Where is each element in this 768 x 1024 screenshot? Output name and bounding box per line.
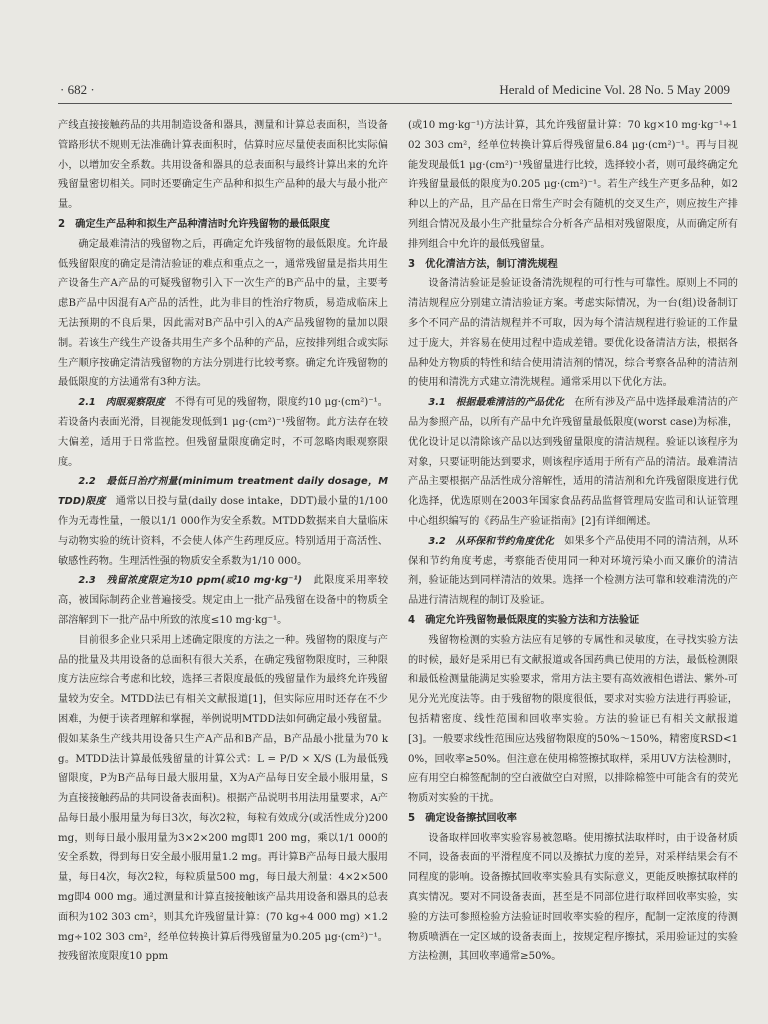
subsection-3-2	[408, 532, 738, 611]
journal-citation: Herald of Medicine Vol. 28 No. 5 May 2009	[499, 82, 730, 97]
subsection-title: 2.3 残留浓度限定为10 ppm(或10 mg·kg⁻¹)	[78, 575, 303, 587]
paragraph: 目前很多企业只采用上述确定限度的方法之一种。残留物的限度与产品的批量及共用设备的总面积有很大关系，在确定残留物限度时，三种限度方法应综合考虑和比较，选择三者限度最低的残留量作为最终允许残留量较为安全。MTDD法已有相关文献报道[1]，但实际应用时还存在不少困难，为便于读者理解和掌握，举例说明MTDD法如何确定最小残留量。假如某条生产线共用设备只生产A产品和B产品，B产品最小批量为70 kg。MTDD法计算最低残留量的计算公式：L = P/D × X/S (L为最低残留限度，P为B产品每日最大服用量，X为A产品每日安全最小服用量，S为直接接触药品的共同设备表面积)。根据产品说明书用法用量要求，A产品每日最小服用量为每日3次，每次2粒，每粒有效成分(或活性成分)200 mg，则每日最小服用量为3×2×200 mg即1 200 mg，乘以1/1 000的安全系数，得到每日安全最小服用量1.2 mg。再计算B产品每日最大服用量，每日4次，每次2粒，每粒质量500 mg，每日最大剂量：4×2×500 mg即4 000 mg。通过测量和计算直接接触该产品共用设备和器具的总表面积为102 303 cm²，则其允许残留量计算：(70 kg÷4 000 mg) ×1.2 mg÷102 303 cm²，经单位转换计算后得残留量为0.205 μg·(cm²)⁻¹。按残留浓度限度10 ppm	[58, 634, 388, 963]
right-column	[408, 116, 738, 967]
page-number: · 682 ·	[60, 82, 95, 97]
subsection-title: 3.1 根据最难清洁的产品优化	[428, 397, 564, 409]
section-heading-2: 2 确定生产品种和拟生产品种清洁时允许残留物的最低限度	[58, 218, 330, 230]
subsection-title: 2.1 肉眼观察限度	[78, 397, 165, 409]
section-heading-5: 5 确定设备擦拭回收率	[408, 812, 517, 824]
paragraph: 残留物检测的实验方法应有足够的专属性和灵敏度，在寻找实验方法的时候，最好是采用已有文献报道或各国药典已使用的方法，最低检测限和最低检测量能满足实验要求，常用方法主要有高效液相色谱法、紫外-可见分光光度法等。由于残留物的限度很低，要求对实验方法进行再验证，包括精密度、线性范围和回收率实验。方法的验证已有相关文献报道[3]。一般要求线性范围应达残留物限度的50%～150%，精密度RSD<10%，回收率≥50%。但注意在使用棉签擦拭取样，采用UV方法检测时，应有用空白棉签配制的空白液做空白对照，以排除棉签中可能含有的荧光物质对实验的干扰。	[408, 634, 738, 805]
subsection-2-1	[58, 393, 388, 472]
paragraph: 设备取样回收率实验容易被忽略。使用擦拭法取样时，由于设备材质不同，设备表面的平滑程度不同以及擦拭力度的差异，对采样结果会有不同程度的影响。设备擦拭回收率实验具有实际意义，更能反映擦拭取样的真实情况。要对不同设备表面，甚至是不同部位进行取样回收率实验，实验的方法可参照检验方法验证时回收率实验的程序，配制一定浓度的待测物质喷洒在一定区域的设备表面上，按规定程序擦拭，采用验证过的实验方法检测，其回收率通常≥50%。	[408, 832, 738, 963]
subsection-text: 此限度采用率较高，被国际制药企业普遍接受。规定由上一批产品残留在设备中的物质全部溶解到下一批产品中所致的浓度≤10 mg·kg⁻¹。	[58, 575, 389, 626]
left-column	[58, 116, 388, 967]
subsection-text: 如果多个产品使用不同的清洁剂，从环保和节约角度考虑，考察能否使用同一种对环境污染小而又廉价的清洁剂，验证能达到同样清洁的效果。选择一个检测方法可靠和较难清洗的产品进行清洁规程的制订及验证。	[408, 535, 739, 607]
paragraph: 确定最难清洁的残留物之后，再确定允许残留物的最低限度。允许最低残留限度的确定是清洁验证的难点和重点之一，通常残留量是指共用生产设备生产A产品的可疑残留物引入下一次生产的B产品中的量，主要考虑B产品中因混有A产品的活性，此为非目的性治疗物质，易造成临床上无法预期的不良后果，因此需对B产品中引入的A产品残留物的量加以限制。若该生产线生产设备共用生产多个品种的产品，应按排列组合或实际生产顺序按确定清洁残留物的方法分别进行比较考察。确定允许残留物的最低限度的方法通常有3种方法。	[58, 238, 388, 389]
subsection-title: 3.2 从环保和节约角度优化	[428, 535, 554, 547]
subsection-text: 在所有涉及产品中选择最难清洁的产品为参照产品，以所有产品中允许残留量最低限度(worst case)为标准，优化设计足以清除该产品以达到残留量限度的清洁规程。验证以该程序为对象，只要证明能达到要求，则该程序适用于所有产品的清洁。最难清洁产品主要根据产品活性成分溶解性，适用的清洁剂和允许残留限度进行优化选择，优选原则在2003年国家食品药品监督管理局安监司和认证管理中心组织编写的《药品生产验证指南》[2]有详细阐述。	[408, 397, 739, 527]
subsection-2-3	[58, 571, 388, 630]
paragraph: 产线直接接触药品的共用制造设备和器具，测量和计算总表面积，当设备管路形状不规则无法准确计算表面积时，估算时应尽量使表面积比实际偏小，以增加安全系数。共用设备和器具的总表面积与最终计算出来的允许残留量密切相关。同时还要确定生产品种和拟生产品种的最大与最小批产量。	[58, 120, 388, 211]
subsection-3-1	[408, 393, 738, 532]
paragraph: 设备清洁验证是验证设备清洗规程的可行性与可靠性。原则上不同的清洁规程应分别建立清洁验证方案。考虑实际情况，为一台(组)设备制订多个不同产品的清洁规程并不可取，因为每个清洁规程进行验证的工作量过于庞大，并容易在使用过程中造成差错。要优化设备清洁方法，根据各品种处方物质的特性和结合使用清洁剂的情况，综合考察各品种的清洁剂的使用和清洗方式建立清洗规程。通常采用以下优化方法。	[408, 278, 738, 389]
header-rule	[58, 103, 732, 104]
subsection-text: 不得有可见的残留物，限度约10 μg·(cm²)⁻¹。若设备内表面光滑，目视能发现低到1 μg·(cm²)⁻¹残留物。此方法存在较大偏差，适用于日常监控。但残留量限度确定时，不可忽略肉眼观察限度。	[58, 397, 388, 468]
subsection-title: 2.2 最低日治疗剂量(minimum treatment daily dosage，MTDD)限度	[58, 476, 388, 508]
paragraph: (或10 mg·kg⁻¹)方法计算，其允许残留量计算：70 kg×10 mg·kg⁻¹÷102 303 cm²，经单位转换计算后得残留量6.84 μg·(cm²)⁻¹。再与目视能发现最低1 μg·(cm²)⁻¹残留量进行比较，选择较小者，则可最终确定允许残留量最低的限度为0.205 μg·(cm²)⁻¹。若生产线生产更多品种，如2种以上的产品，且产品在日常生产时会有随机的交叉生产，则应按生产排列组合情况及最小生产批量综合分析各产品相对残留限度，从而确定所有排列组合中允许的最低残留量。	[408, 120, 738, 250]
section-heading-3: 3 优化清洁方法，制订清洗规程	[408, 258, 558, 270]
subsection-text: 通常以日投与量(daily dose intake，DDT)最小量的1/100作为无毒性量，一般以1/1 000作为安全系数。MTDD数据来自大量临床与动物实验的统计资料，不会使人体产生药理反应。特别适用于高活性、敏感性药物。生理活性强的物质安全系数为1/10 000。	[58, 496, 388, 567]
section-heading-4: 4 确定允许残留物最低限度的实验方法和方法验证	[408, 614, 640, 626]
running-header	[60, 82, 730, 102]
subsection-2-2	[58, 472, 388, 571]
